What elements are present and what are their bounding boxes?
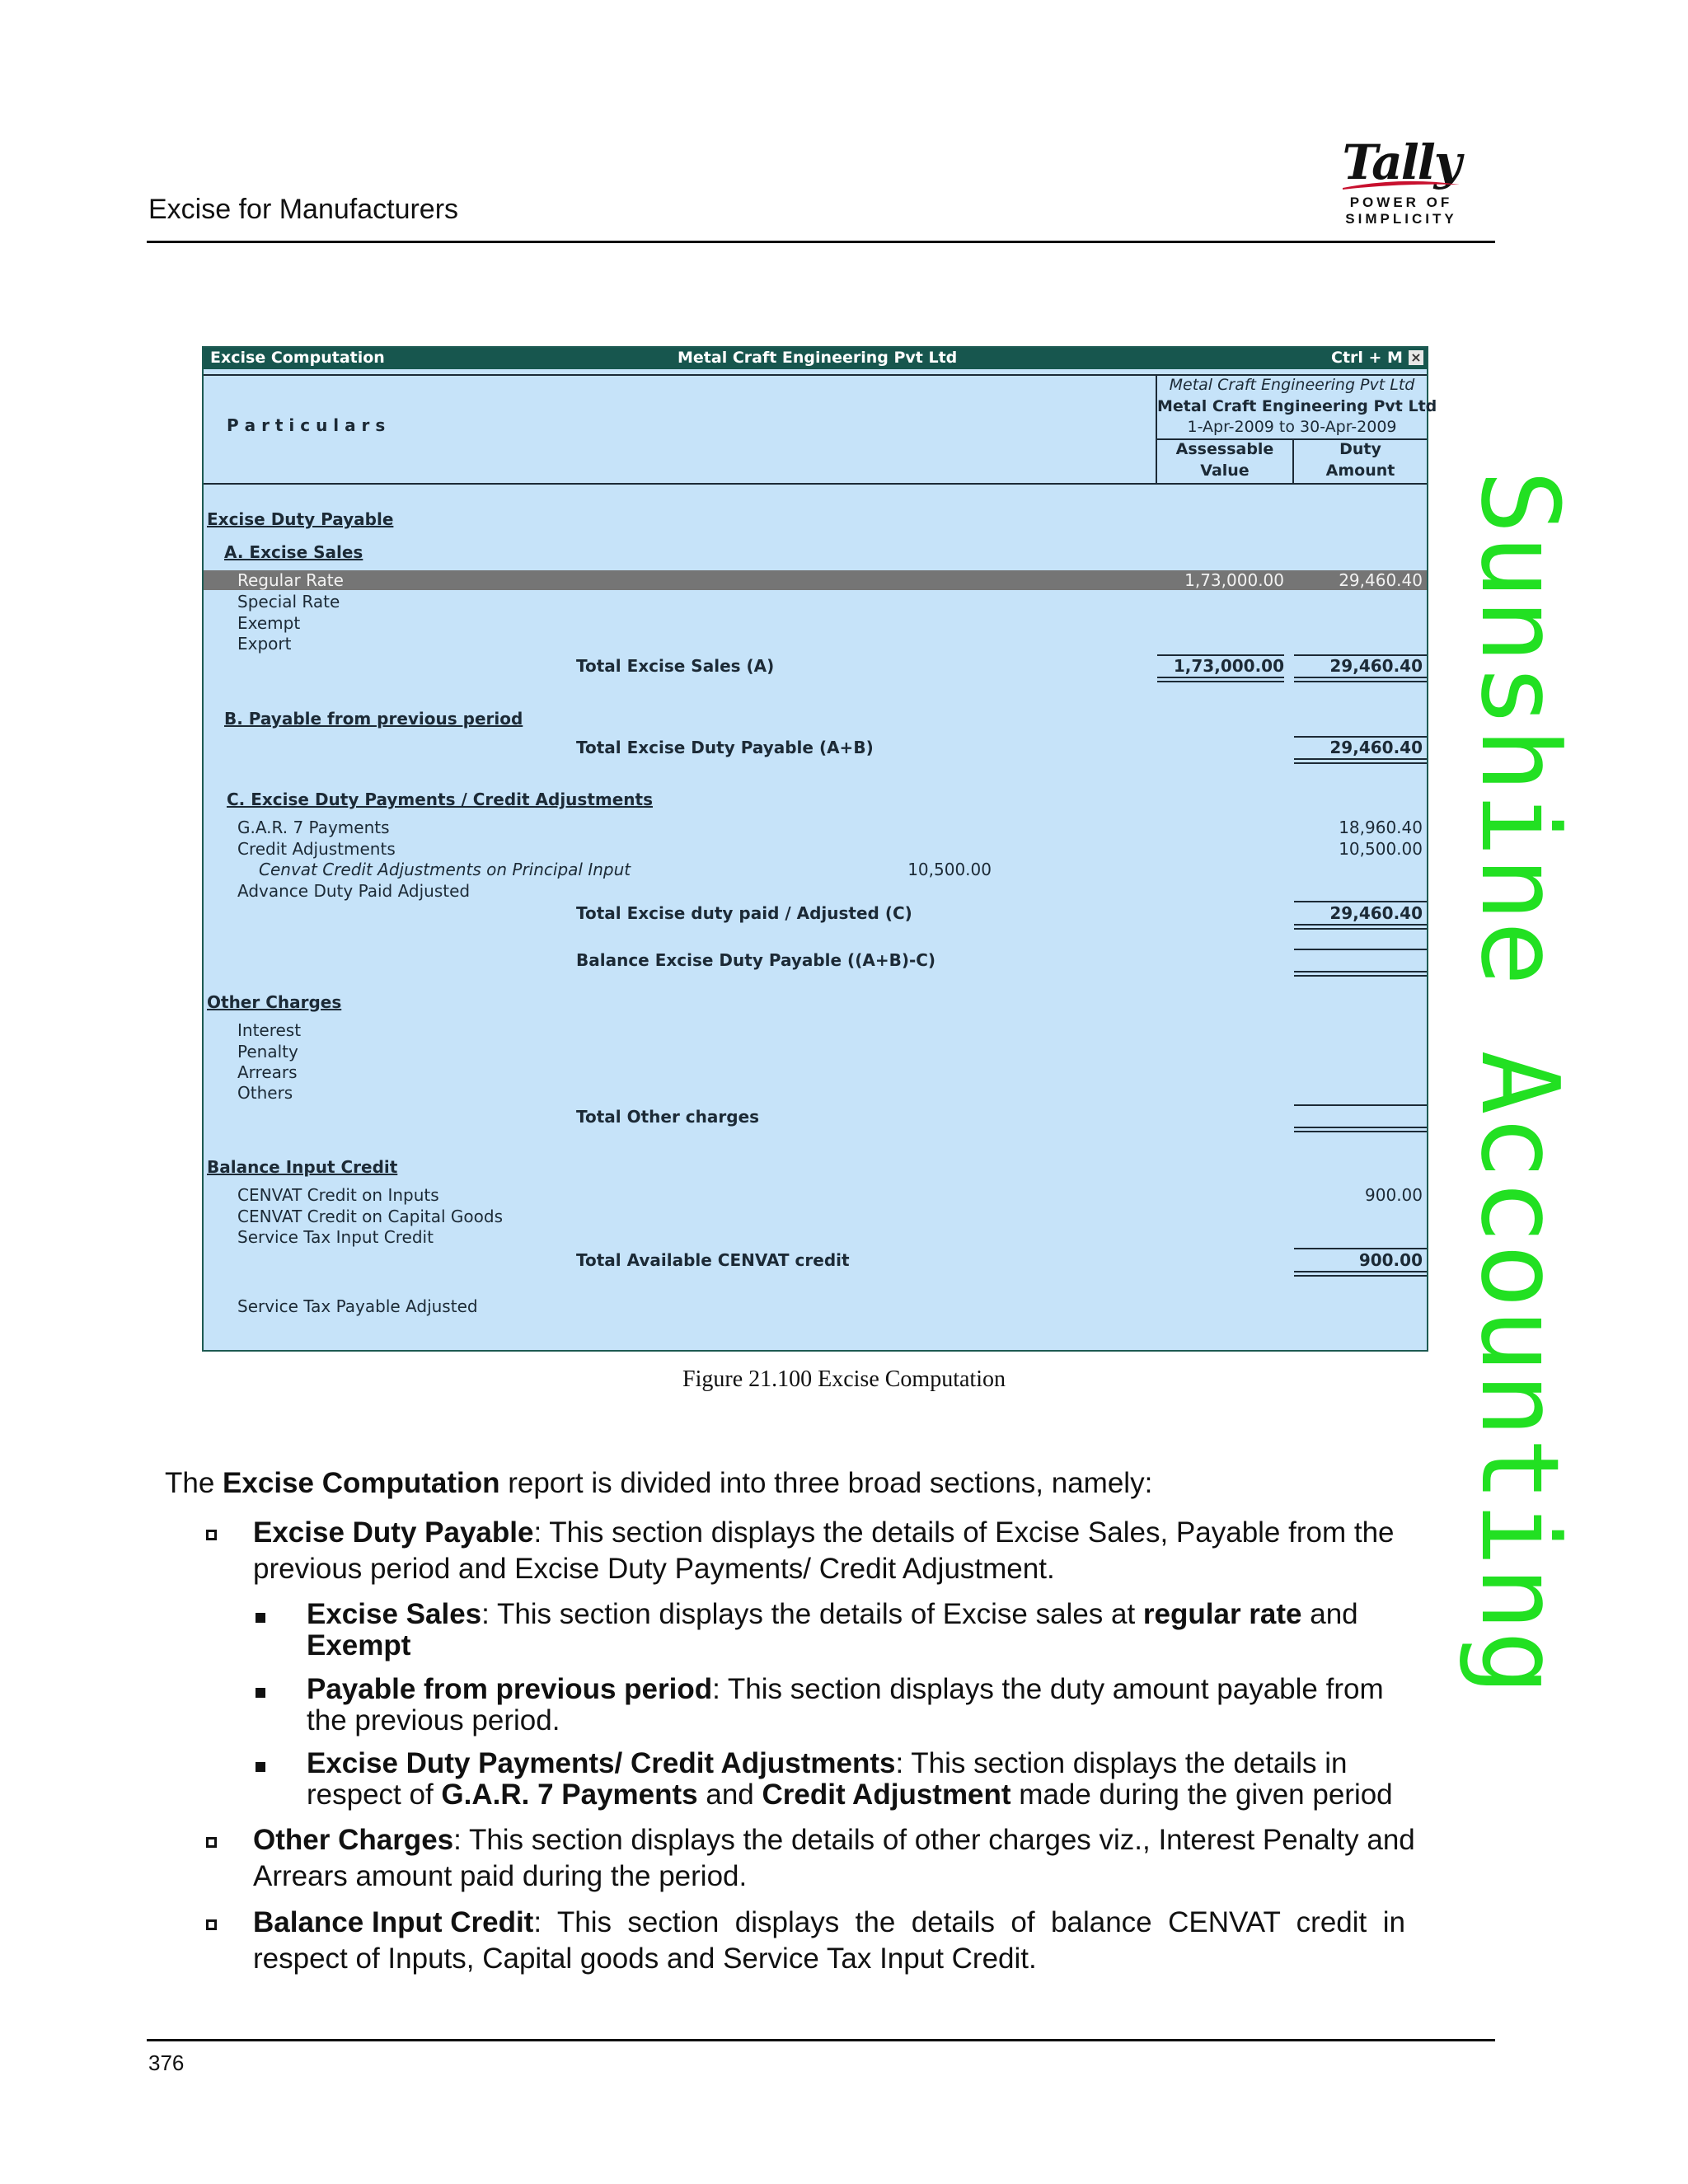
row-cenvat-inputs[interactable]: CENVAT Credit on Inputs	[237, 1185, 439, 1205]
subbullet-payable-previous	[307, 1674, 1384, 1736]
col-duty-label: Duty	[1339, 440, 1381, 458]
total-excise-sales-value: 1,73,000.00	[1173, 656, 1284, 676]
page-number: 376	[148, 2050, 185, 2075]
selected-row-regular-rate[interactable]	[204, 570, 1427, 590]
text: the previous period.	[307, 1704, 560, 1736]
text: previous period and Excise Duty Payments/ Credit Adjustment.	[253, 1553, 1055, 1585]
logo-wordmark: Tally	[1342, 134, 1461, 190]
row-cenvat-principal[interactable]: Cenvat Credit Adjustments on Principal Input	[259, 860, 631, 879]
bold-text: Other Charges	[253, 1824, 454, 1856]
hollow-square-bullet-icon	[206, 1837, 217, 1848]
col-value-label: Value	[1200, 462, 1250, 480]
tally-logo	[1302, 134, 1500, 227]
company-name: Metal Craft Engineering Pvt Ltd	[678, 349, 958, 367]
total-rule	[1294, 762, 1427, 764]
particulars-label: P a r t i c u l a r s	[227, 415, 386, 435]
row-assessable-value: 1,73,000.00	[1184, 570, 1284, 590]
total-rule	[1294, 677, 1427, 678]
text: : This section displays the details of balance CENVAT credit in	[533, 1906, 1405, 1938]
col-assessable-label: Assessable	[1175, 440, 1274, 458]
filled-square-bullet-icon	[256, 1762, 265, 1772]
row-advance-duty[interactable]: Advance Duty Paid Adjusted	[237, 881, 471, 901]
balance-payable-label: Balance Excise Duty Payable ((A+B)-C)	[576, 950, 936, 970]
total-rule	[1294, 1248, 1427, 1249]
bold-text: Balance Input Credit	[253, 1906, 534, 1938]
bold-text: G.A.R. 7 Payments	[441, 1779, 698, 1811]
row-credit-adjustments[interactable]: Credit Adjustments	[237, 839, 396, 859]
header-divider	[147, 241, 1495, 243]
bold-text: Payable from previous period	[307, 1673, 713, 1705]
header-bottom-rule	[204, 483, 1427, 485]
bold-text: Credit Adjustment	[762, 1779, 1011, 1811]
footer-divider	[147, 2039, 1495, 2041]
subsection-payable-prev: B. Payable from previous period	[224, 709, 523, 729]
row-gar7[interactable]: G.A.R. 7 Payments	[237, 818, 390, 837]
total-rule	[1294, 971, 1427, 972]
row-export[interactable]: Export	[237, 634, 292, 654]
text: Arrears amount paid during the period.	[253, 1860, 748, 1892]
row-service-tax-input[interactable]: Service Tax Input Credit	[237, 1227, 434, 1247]
total-rule	[1294, 1131, 1427, 1132]
text: respect of Inputs, Capital goods and Service Tax Input Credit.	[253, 1943, 1037, 1975]
total-other-label: Total Other charges	[576, 1107, 760, 1127]
row-duty-amount: 29,460.40	[1339, 570, 1423, 590]
row-penalty[interactable]: Penalty	[237, 1042, 298, 1062]
text: : This section displays the duty amount payable from	[712, 1673, 1384, 1705]
row-others[interactable]: Others	[237, 1083, 293, 1103]
total-rule	[1294, 901, 1427, 902]
row-credit-adjustments-amount: 10,500.00	[1339, 839, 1423, 859]
text: respect of	[307, 1779, 442, 1811]
screen-title-bar	[204, 348, 1427, 369]
subbullet-excise-sales	[307, 1599, 1358, 1661]
watermark: Sunshine Accounting	[1457, 470, 1582, 1696]
close-icon[interactable]: ×	[1409, 350, 1423, 365]
bold-text: Excise Duty Payments/ Credit Adjustments	[307, 1747, 896, 1779]
total-excise-sales-amount: 29,460.40	[1329, 656, 1423, 676]
total-rule	[1294, 681, 1427, 682]
total-rule	[1157, 677, 1284, 678]
total-paid-label: Total Excise duty paid / Adjusted (C)	[576, 903, 912, 923]
total-rule	[1294, 924, 1427, 926]
row-interest[interactable]: Interest	[237, 1020, 302, 1040]
bold-text: Exempt	[307, 1629, 411, 1661]
logo-tagline: POWER OF SIMPLICITY	[1345, 194, 1457, 227]
text: and	[697, 1779, 762, 1811]
row-cenvat-capital[interactable]: CENVAT Credit on Capital Goods	[237, 1207, 504, 1226]
figure-caption: Figure 21.100 Excise Computation	[682, 1366, 1006, 1392]
row-label: Regular Rate	[237, 570, 344, 590]
total-paid-amount: 29,460.40	[1329, 903, 1423, 923]
filled-square-bullet-icon	[256, 1688, 265, 1698]
total-cenvat-label: Total Available CENVAT credit	[576, 1250, 850, 1270]
text: : This section displays the details of Excise sales at	[481, 1598, 1143, 1630]
bullet-balance-input-credit	[253, 1905, 1405, 1977]
hollow-square-bullet-icon	[206, 1919, 217, 1930]
row-arrears[interactable]: Arrears	[237, 1062, 298, 1082]
section-other-charges: Other Charges	[207, 992, 342, 1012]
total-rule	[1157, 681, 1284, 682]
section-balance-input-credit: Balance Input Credit	[207, 1157, 398, 1177]
row-special-rate[interactable]: Special Rate	[237, 592, 340, 612]
text: : This section displays the details of other charges viz., Interest Penalty and	[453, 1824, 1415, 1856]
total-rule	[1294, 1104, 1427, 1106]
total-cenvat-amount: 900.00	[1358, 1250, 1423, 1270]
subsection-excise-sales: A. Excise Sales	[224, 542, 363, 562]
page-header-title: Excise for Manufacturers	[148, 194, 459, 225]
text: The	[165, 1467, 223, 1499]
bold-text: Excise Computation	[223, 1467, 500, 1499]
bold-text: Excise Duty Payable	[253, 1516, 534, 1549]
total-rule	[1294, 1127, 1427, 1128]
subbullet-duty-payments	[307, 1748, 1393, 1811]
row-gar7-amount: 18,960.40	[1339, 818, 1423, 837]
company-name-bold: Metal Craft Engineering Pvt Ltd	[1157, 397, 1437, 415]
excise-computation-screen	[202, 346, 1437, 1352]
screen-title: Excise Computation	[210, 349, 385, 367]
bullet-other-charges	[253, 1822, 1415, 1895]
total-rule	[1294, 928, 1427, 930]
total-duty-payable-amount: 29,460.40	[1329, 738, 1423, 757]
text: : This section displays the details of Excise Sales, Payable from the	[533, 1516, 1395, 1549]
bold-text: Excise Sales	[307, 1598, 482, 1630]
text: : This section displays the details in	[895, 1747, 1348, 1779]
total-rule	[1294, 1271, 1427, 1272]
total-rule	[1294, 758, 1427, 760]
filled-square-bullet-icon	[256, 1613, 265, 1623]
subsection-duty-payments: C. Excise Duty Payments / Credit Adjustments	[227, 790, 653, 809]
row-service-tax-payable[interactable]: Service Tax Payable Adjusted	[237, 1296, 478, 1316]
total-rule	[1294, 949, 1427, 950]
row-cenvat-inputs-amount: 900.00	[1365, 1185, 1423, 1205]
intro-paragraph	[165, 1465, 1152, 1502]
shortcut-label: Ctrl + M	[1331, 349, 1403, 367]
hollow-square-bullet-icon	[206, 1530, 217, 1540]
total-rule	[1294, 975, 1427, 977]
row-exempt[interactable]: Exempt	[237, 613, 301, 633]
bullet-excise-duty-payable	[253, 1515, 1395, 1587]
bold-text: regular rate	[1142, 1598, 1302, 1630]
text: made during the given period	[1010, 1779, 1393, 1811]
col-amount-label: Amount	[1325, 462, 1395, 480]
company-name-italic: Metal Craft Engineering Pvt Ltd	[1169, 376, 1415, 394]
total-rule	[1294, 1275, 1427, 1277]
text: report is divided into three broad sections, namely:	[499, 1467, 1153, 1499]
text: and	[1301, 1598, 1358, 1630]
row-cenvat-principal-value: 10,500.00	[907, 860, 992, 879]
total-excise-sales-label: Total Excise Sales (A)	[576, 656, 775, 676]
report-period: 1-Apr-2009 to 30-Apr-2009	[1187, 418, 1397, 436]
total-duty-payable-label: Total Excise Duty Payable (A+B)	[576, 738, 874, 757]
section-excise-duty-payable: Excise Duty Payable	[207, 509, 394, 529]
